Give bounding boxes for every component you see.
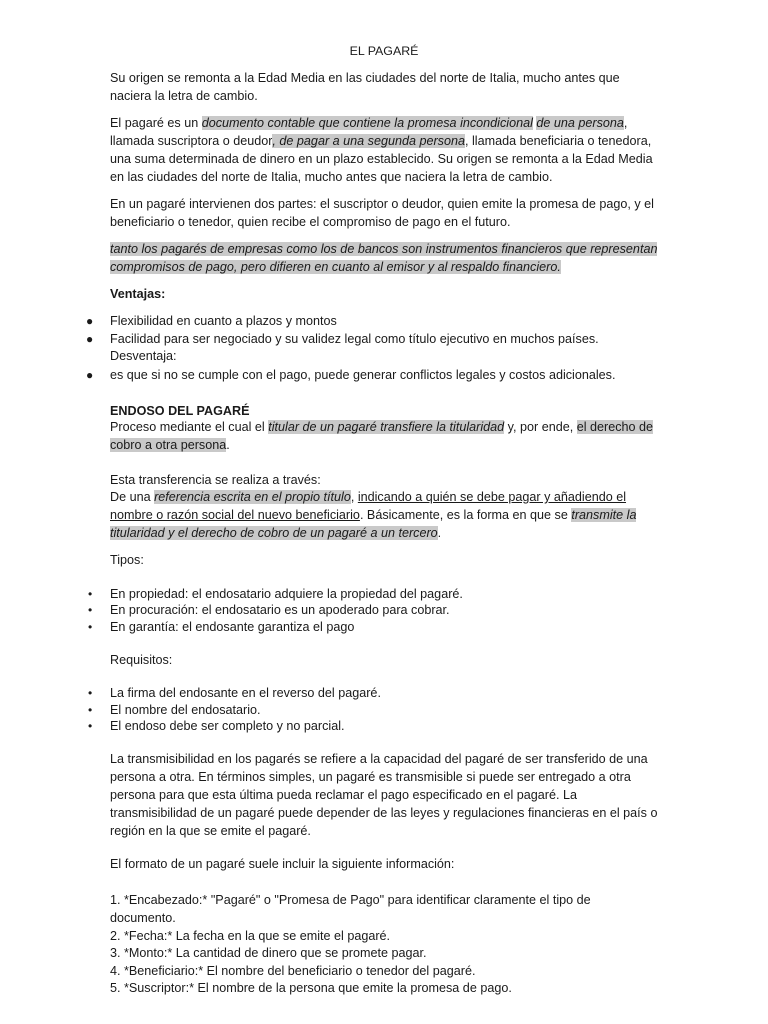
- bullet-icon: •: [88, 686, 93, 700]
- transfer-text-g: .: [437, 526, 442, 540]
- transfer-highlight-2: transmite la titularidad y el derecho de cobro de un pagaré a un tercero: [110, 508, 637, 540]
- transferencia-label: Esta transferencia se realiza a través:: [110, 473, 321, 487]
- endoso-heading: ENDOSO DEL PAGARÉ: [110, 404, 250, 418]
- bullet-icon: ●: [86, 314, 94, 328]
- bullet-icon: •: [88, 620, 93, 634]
- bullet-icon: •: [88, 587, 93, 601]
- definicion-text-e: , llamada suscriptora o deudor: [110, 116, 628, 148]
- transfer-text-e: . Básicamente, es la forma en que se: [359, 508, 572, 522]
- desventaja-label: Desventaja:: [110, 349, 177, 363]
- transfer-underlined: indicando a quién se debe pagar y añadiendo el nombre o razón social del nuevo beneficiario: [110, 490, 627, 522]
- transfer-text-a: De una: [110, 490, 155, 504]
- empresas-bancos-highlight: tanto los pagarés de empresas como los de bancos son instrumentos financieros que representan compromisos de pago, pero difieren en cuanto al emisor y al respaldo financiero.: [110, 242, 658, 274]
- endoso-highlight-1: titular de un pagaré transfiere la titularidad: [268, 420, 505, 434]
- bullet-icon: •: [88, 603, 93, 617]
- paragraph-endoso: [110, 418, 658, 454]
- definicion-highlight-2: de una persona: [536, 116, 624, 130]
- definicion-text-g: , llamada beneficiaria o tenedora, una suma determinada de dinero en un plazo establecido. Su origen se remonta a la Edad Media en las ciudades del norte de Italia, mucho antes que naciera la letra de cambio.: [110, 134, 653, 184]
- bullet-icon: •: [88, 703, 93, 717]
- definicion-highlight-3: , de pagar a una segunda persona: [272, 134, 465, 148]
- paragraph-empresas-bancos: [110, 240, 658, 276]
- definicion-highlight-1: documento contable que contiene la promesa incondicional: [201, 116, 533, 130]
- paragraph-origen: Su origen se remonta a la Edad Media en las ciudades del norte de Italia, mucho antes que naciera la letra de cambio.: [110, 71, 620, 103]
- paragraph-transmisibilidad: La transmisibilidad en los pagarés se refiere a la capacidad del pagaré de ser transferido de una persona a otra. En términos simples, un pagaré es transmisible si puede ser entregado a otra persona para que esta última pueda reclamar el pago especificado en el pagaré. La transmisibilidad de un pagaré puede depender de las leyes y regulaciones financieras en el país o región en la que se emite el pagaré.: [110, 752, 658, 838]
- transfer-text-c: ,: [350, 490, 358, 504]
- formato-item: 4. *Beneficiario:* El nombre del beneficiario o tenedor del pagaré.: [110, 964, 476, 978]
- tipos-label: Tipos:: [110, 553, 144, 567]
- formato-intro: El formato de un pagaré suele incluir la siguiente información:: [110, 857, 455, 871]
- ventaja-item: Facilidad para ser negociado y su validez legal como título ejecutivo en muchos países.: [110, 332, 599, 346]
- requisito-item: La firma del endosante en el reverso del pagaré.: [110, 686, 381, 700]
- endoso-text-c: y, por ende,: [504, 420, 577, 434]
- formato-item: 5. *Suscriptor:* El nombre de la persona que emite la promesa de pago.: [110, 981, 512, 995]
- bullet-icon: ●: [86, 332, 94, 346]
- endoso-text-e: .: [226, 438, 230, 452]
- paragraph-partes: En un pagaré intervienen dos partes: el suscriptor o deudor, quien emite la promesa de pago, y el beneficiario o tenedor, quien recibe el compromiso de pago en el futuro.: [110, 197, 654, 229]
- ventaja-item: Flexibilidad en cuanto a plazos y montos: [110, 314, 337, 328]
- tipo-item: En garantía: el endosante garantiza el pago: [110, 620, 355, 634]
- requisito-item: El nombre del endosatario.: [110, 703, 261, 717]
- transfer-highlight-1: referencia escrita en el propio título: [154, 490, 351, 504]
- bullet-icon: ●: [86, 368, 94, 382]
- endoso-highlight-2: el derecho de cobro a otra persona: [110, 420, 654, 452]
- formato-item: 3. *Monto:* La cantidad de dinero que se promete pagar.: [110, 946, 427, 960]
- bullet-icon: •: [88, 719, 93, 733]
- paragraph-definicion: [110, 114, 658, 186]
- formato-item: 1. *Encabezado:* "Pagaré" o "Promesa de Pago" para identificar claramente el tipo de documento.: [110, 893, 591, 925]
- desventaja-item: es que si no se cumple con el pago, puede generar conflictos legales y costos adicionales.: [110, 368, 616, 382]
- document-title: EL PAGARÉ: [349, 44, 419, 58]
- tipo-item: En procuración: el endosatario es un apoderado para cobrar.: [110, 603, 450, 617]
- definicion-text-a: El pagaré es un: [110, 116, 202, 130]
- paragraph-transferencia: [110, 488, 658, 542]
- tipo-item: En propiedad: el endosatario adquiere la propiedad del pagaré.: [110, 587, 463, 601]
- formato-item: 2. *Fecha:* La fecha en la que se emite el pagaré.: [110, 929, 391, 943]
- requisitos-label: Requisitos:: [110, 653, 173, 667]
- ventajas-heading: Ventajas:: [110, 287, 166, 301]
- endoso-text-a: Proceso mediante el cual el: [110, 420, 269, 434]
- requisito-item: El endoso debe ser completo y no parcial.: [110, 719, 345, 733]
